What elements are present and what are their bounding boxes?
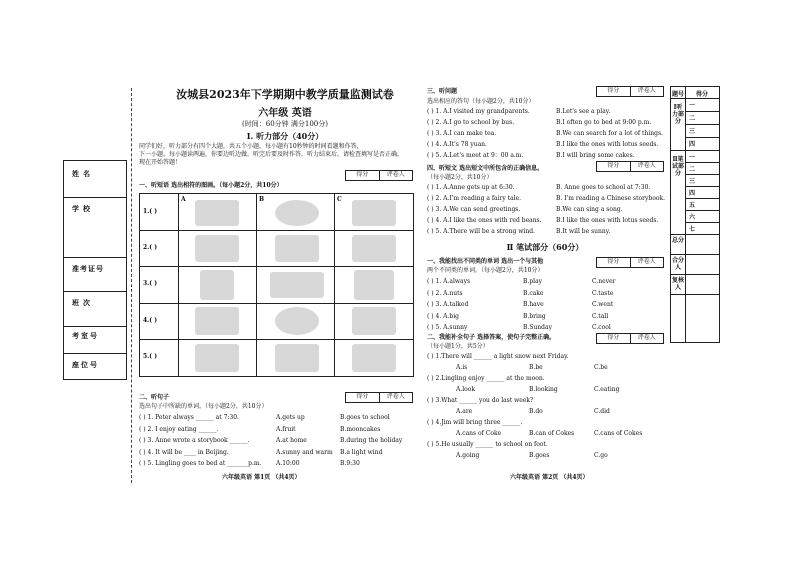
section6-title: 二、我能补全句子 选择答案，使句子完整正确。	[427, 334, 556, 341]
picture-3c	[354, 270, 394, 300]
info-exam-id-label: 准考证号	[72, 264, 104, 273]
footer-left: 六年级英语 第1页 （共4页）	[222, 474, 301, 481]
row-line	[685, 124, 719, 125]
question-item: ( ) 2. A.I go to school by bus.	[427, 119, 515, 126]
score-box-s6: 得分 评卷人	[596, 333, 664, 344]
pic-row-2-label: 2.( )	[143, 244, 158, 251]
option-b: B.cake	[523, 289, 544, 297]
row-line	[685, 186, 719, 187]
row-line	[671, 294, 719, 295]
question-item: ( ) 3. A.We can send greetings.	[427, 206, 521, 213]
picture-4c	[352, 307, 396, 335]
question-item: ( ) 5. A.There will be a strong wind.	[427, 228, 535, 235]
option-b: B. Anne goes to school at 7:30.	[556, 184, 651, 191]
option-b: B.Sunday	[523, 324, 552, 331]
table-header-score: 得分	[695, 91, 708, 98]
option-c: C.cool	[592, 324, 611, 331]
option-b: B.Let's see a play.	[556, 108, 611, 115]
info-class-label: 班次	[72, 298, 94, 307]
option-c: C.never	[592, 278, 616, 285]
option-b: B.I like the ones with lotus seeds.	[556, 217, 659, 224]
picture-3a	[200, 270, 234, 300]
score-box-s5: 得分 评卷人	[596, 257, 664, 268]
option-b: B.play	[523, 278, 543, 285]
intro-text-1: 同学们好，听力部分有四个大题，共五个小题，每小题有10秒钟的时间看题和作答，	[139, 143, 363, 150]
question-number: 二	[688, 166, 695, 173]
row-line	[671, 150, 719, 151]
option-c: C.did	[594, 408, 610, 415]
section2-instruction: 选出句子中所缺的单词。（每小题2分，共10分）	[139, 403, 268, 410]
option-b: B.do	[529, 408, 543, 415]
score-summary-table	[670, 86, 720, 343]
option-a: A.fruit	[276, 425, 296, 433]
option-c: C.eating	[594, 386, 620, 393]
option-b: B.looking	[529, 386, 558, 393]
question-item: ( ) 3.What ______ you do last week?	[427, 397, 534, 404]
info-seat-label: 座位号	[72, 360, 99, 369]
picture-5a	[195, 344, 239, 372]
option-b: B.goes	[529, 452, 550, 459]
picture-2c	[352, 235, 396, 262]
option-a: A.is	[456, 364, 468, 371]
question-item: ( ) 3. A.talked	[427, 301, 469, 308]
option-b: B.mooncakes	[340, 425, 381, 433]
question-number: 三	[688, 178, 695, 185]
part1-label: Ⅰ听力部分	[672, 104, 685, 125]
row-line	[685, 137, 719, 138]
row-line	[671, 234, 719, 235]
question-number: 四	[688, 141, 695, 148]
option-a: A.are	[456, 408, 473, 415]
table-header-question: 题号	[671, 91, 684, 98]
option-c: C.be	[594, 364, 608, 371]
row-line	[685, 162, 719, 163]
picture-3b	[270, 272, 324, 298]
option-c: C.go	[594, 452, 608, 459]
option-b: B.during the holiday	[340, 437, 403, 444]
row-line	[685, 174, 719, 175]
intro-text-2: 下一小题。每小题读两遍，你要边听边做。听完后要及时作答，听力结束后，请检查填写是否正确，	[139, 151, 404, 158]
question-item: ( ) 1. A.always	[427, 278, 471, 285]
part2-heading: Ⅱ 笔试部分（60分）	[506, 242, 584, 252]
option-c: C.tall	[592, 312, 609, 320]
question-item: ( ) 4. A.big	[427, 312, 459, 320]
picture-1a	[195, 200, 239, 226]
question-item: ( ) 2. A.nuts	[427, 289, 463, 297]
question-item: ( ) 3. Anne wrote a storybook ______.	[139, 437, 250, 444]
score-box-s1: 得分 评卷人	[345, 170, 413, 181]
picture-1b	[275, 200, 319, 226]
option-a: A.at home	[276, 437, 307, 444]
section2-title: 二、听句子	[139, 394, 170, 401]
question-item: ( ) 1. Peter always ______ at 7:30.	[139, 414, 239, 421]
col-a-label: A	[181, 196, 186, 203]
option-b: B.a light wind	[340, 448, 383, 456]
section4-title: 四、听短文 选出短文中所包含的正确信息。	[427, 165, 544, 172]
question-item: ( ) 4. It will be ____ in Beijing.	[139, 448, 229, 456]
option-a: A.gets up	[276, 414, 305, 421]
option-c: C.taste	[592, 289, 614, 297]
pic-row-1-label: 1.( )	[143, 208, 158, 215]
question-number: 一	[688, 102, 695, 109]
summary-label: 总分	[672, 237, 685, 244]
option-a: A.look	[456, 386, 476, 393]
question-number: 五	[688, 202, 695, 209]
picture-5c	[352, 344, 396, 372]
question-item: ( ) 2. A.I'm reading a fairy tale.	[427, 195, 522, 202]
col-c-label: C	[337, 196, 342, 203]
option-b: B.We can search for a lot of things.	[556, 130, 663, 137]
section3-instruction: 选出相应的答句（每小题2分，共10分）	[427, 98, 535, 105]
question-item: ( ) 5. A.Let's meet at 9：00 a.m.	[427, 152, 524, 159]
picture-4b	[275, 307, 319, 335]
option-b: B.be	[529, 364, 543, 371]
option-c: C.went	[592, 301, 614, 308]
question-item: ( ) 5.He usually ______ to school on foot.	[427, 441, 548, 448]
option-b: B. I'm reading a Chinese storybook.	[556, 195, 665, 202]
question-number: 三	[688, 128, 695, 135]
row-line	[671, 274, 719, 275]
picture-table	[139, 193, 414, 377]
question-item: ( ) 4.Jim will bring three ______.	[427, 419, 523, 426]
question-item: ( ) 4. A.I like the ones with red beans.	[427, 217, 542, 224]
section5-title: 一、我能找出不同类的单词 选出一个与其他	[427, 258, 544, 265]
question-number: 四	[688, 190, 695, 197]
part1-heading: Ⅰ. 听力部分（40分）	[246, 131, 324, 141]
row-line	[685, 111, 719, 112]
pic-row-4-label: 4.( )	[143, 317, 158, 324]
option-b: B.We can sing a song.	[556, 206, 623, 213]
score-box-s3: 得分 评卷人	[596, 86, 664, 97]
row-line	[685, 222, 719, 223]
info-school-label: 学校	[72, 204, 94, 213]
option-b: B.have	[523, 301, 544, 308]
question-item: ( ) 5. Lingling goes to bed at _______p.m.	[139, 460, 262, 467]
summary-label: 合分人	[672, 257, 685, 271]
option-a: A.cans of Coke	[456, 430, 502, 437]
section1-title: 一、听短语 选出相符的图画。（每小题2分，共10分）	[139, 182, 283, 189]
option-b: B.I will bring some cakes.	[556, 152, 635, 159]
picture-4a	[195, 307, 239, 335]
option-a: A.sunny and warm	[276, 448, 333, 456]
score-box-s2: 得分 评卷人	[345, 392, 413, 403]
question-item: ( ) 2. I enjoy eating ______.	[139, 425, 219, 433]
section6-instruction: （每小题1分，共5分）	[427, 343, 489, 350]
part2-label: Ⅱ笔试部分	[672, 156, 685, 177]
col-b-label: B	[259, 196, 265, 203]
picture-2b	[275, 235, 319, 262]
option-a: A.going	[456, 452, 480, 459]
page-subtitle: 六年级 英语	[258, 108, 312, 119]
page-title: 汝城县2023年下学期期中教学质量监测试卷	[176, 88, 394, 101]
time-note: (时间：60分钟 满分100分)	[242, 120, 328, 128]
question-number: 七	[688, 226, 695, 233]
picture-1c	[352, 200, 396, 226]
option-b: B.can of Cokes	[529, 430, 575, 437]
question-number: 六	[688, 214, 695, 221]
option-c: C.cans of Cokes	[594, 430, 643, 437]
question-item: ( ) 4. A.It's 78 yuan.	[427, 141, 487, 148]
question-item: ( ) 1. A.I visited my grandparents.	[427, 108, 530, 115]
question-number: 二	[688, 115, 695, 122]
option-b: B.It will be sunny.	[556, 228, 611, 235]
summary-label: 复核人	[672, 277, 685, 291]
footer-right: 六年级英语 第2页 （共4页）	[510, 474, 589, 481]
info-room-label: 考室号	[72, 331, 99, 340]
pic-row-3-label: 3.( )	[143, 280, 158, 287]
question-number: 一	[688, 154, 695, 161]
binding-line	[131, 88, 132, 483]
row-line	[671, 254, 719, 255]
section5-instruction: 两个不同类的单词。（每小题2分，共10分）	[427, 267, 544, 274]
option-a: A.10:00	[276, 460, 300, 467]
student-info-box	[63, 160, 127, 380]
score-box-s4: 得分 评卷人	[596, 161, 664, 172]
row-line	[685, 198, 719, 199]
question-item: ( ) 2.Lingling enjoy ______ at the moon.	[427, 375, 545, 382]
pic-row-5-label: 5.( )	[143, 353, 158, 360]
option-b: B.9:30	[340, 460, 360, 467]
question-item: ( ) 5. A.sunny	[427, 324, 468, 331]
row-line	[685, 210, 719, 211]
option-b: B.I like the ones with lotus seeds.	[556, 141, 659, 148]
question-item: ( ) 3. A.I can make tea.	[427, 130, 497, 137]
intro-text-3: 现在开始答题！	[139, 159, 182, 166]
option-b: B.bring	[523, 312, 546, 320]
section4-instruction: （每小题2分，共10分）	[427, 174, 493, 181]
option-b: B.I often go to bed at 9:00 p.m.	[556, 119, 652, 126]
question-item: ( ) 1. A.Anne gets up at 6:30.	[427, 184, 515, 191]
question-item: ( ) 1.There will ______ a light snow next Friday.	[427, 353, 569, 360]
picture-2a	[195, 235, 239, 262]
picture-5b	[275, 344, 319, 372]
section3-title: 三、听问题	[427, 88, 458, 95]
info-name-label: 姓名	[72, 169, 94, 178]
option-b: B.goes to school	[340, 414, 390, 421]
